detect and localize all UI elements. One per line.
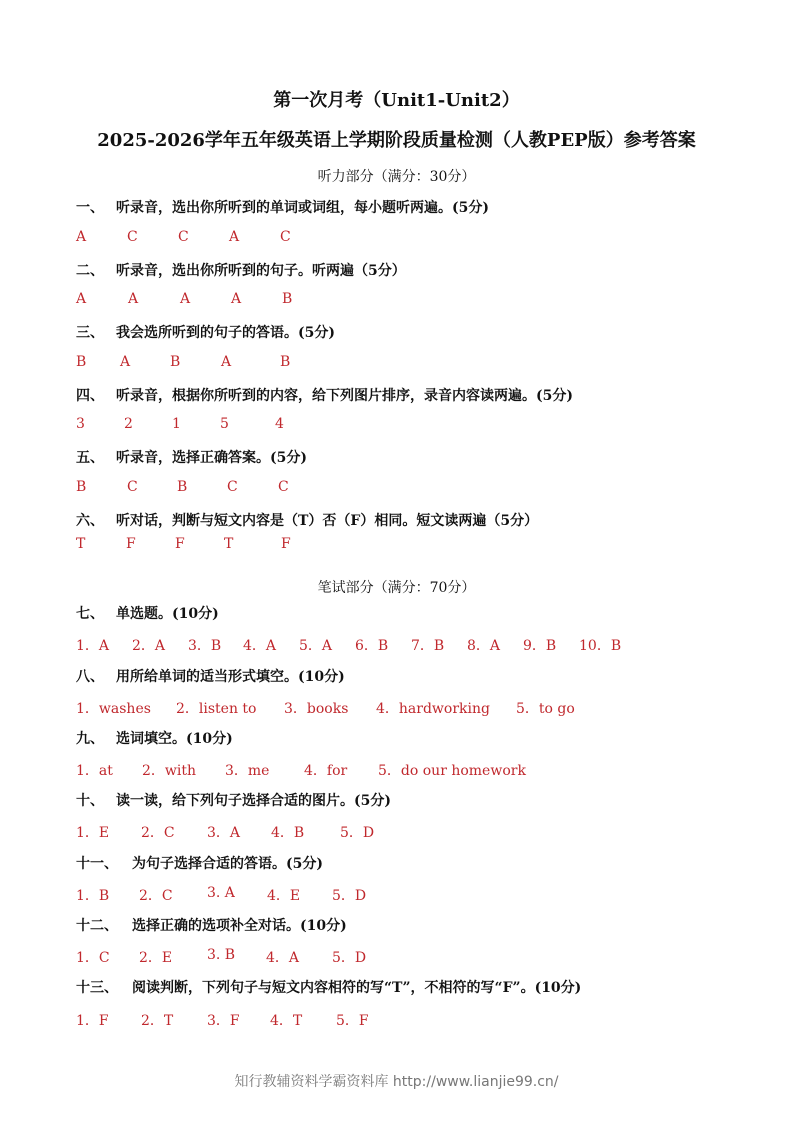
section-text: 单选题。(10分)	[116, 606, 219, 622]
section-heading	[76, 666, 345, 686]
answer: 5．do our homework	[378, 763, 526, 779]
section-number: 十、	[76, 793, 104, 809]
listening-part-heading: 听力部分（满分：30分）	[317, 169, 476, 185]
answer: 4．hardworking	[376, 701, 490, 717]
answer: C	[127, 479, 138, 495]
section-number: 四、	[76, 388, 104, 404]
answer: T	[224, 536, 234, 552]
section-heading	[76, 322, 335, 342]
section-number: 八、	[76, 669, 104, 685]
section-number: 二、	[76, 263, 104, 279]
answer: 5．D	[332, 888, 367, 904]
answer: 1．B	[76, 888, 110, 904]
answer: F	[281, 536, 291, 552]
answer: B	[170, 354, 181, 370]
section-heading	[76, 260, 406, 280]
answer: 10．B	[579, 638, 622, 654]
answer: B	[76, 479, 87, 495]
section-number: 十二、	[76, 918, 118, 934]
answer: 2．T	[141, 1013, 174, 1029]
answer: 3．A	[207, 825, 241, 841]
section-heading	[76, 977, 581, 997]
section-text: 听对话，判断与短文内容是（T）否（F）相同。短文读两遍（5分）	[116, 513, 539, 529]
answer: B	[76, 354, 87, 370]
section-text: 读一读，给下列句子选择合适的图片。(5分)	[116, 793, 391, 809]
answer: 1．E	[76, 825, 110, 841]
answer: 1	[172, 416, 181, 432]
section-number: 十三、	[76, 980, 118, 996]
answer: 2．A	[132, 638, 166, 654]
answer: A	[221, 354, 232, 370]
answer: 1．C	[76, 950, 110, 966]
answer: 2．with	[142, 763, 197, 779]
answer: 8．A	[467, 638, 501, 654]
answer: B	[282, 291, 293, 307]
answer: 9．B	[523, 638, 557, 654]
answer: 1．F	[76, 1013, 109, 1029]
answer: 6．B	[355, 638, 389, 654]
answer: 3	[76, 416, 85, 432]
answer: 3．F	[207, 1013, 240, 1029]
answer: 5．D	[332, 950, 367, 966]
answer: 3．books	[284, 701, 349, 717]
answer: C	[127, 229, 138, 245]
section-number: 九、	[76, 731, 104, 747]
section-text: 听录音，选择正确答案。(5分)	[116, 450, 307, 466]
answer: 3. A	[207, 885, 235, 901]
section-text: 听录音，选出你所听到的单词或词组，每小题听两遍。(5分)	[116, 200, 489, 216]
answer: 5	[220, 416, 229, 432]
answer: 5．A	[299, 638, 333, 654]
section-heading	[76, 603, 219, 623]
answer: T	[76, 536, 86, 552]
answer: 5．to go	[516, 701, 575, 717]
answer: A	[76, 229, 87, 245]
section-number: 三、	[76, 325, 104, 341]
answer: 5．F	[336, 1013, 369, 1029]
answer: F	[126, 536, 136, 552]
answer: 3．me	[225, 763, 270, 779]
section-heading	[76, 915, 347, 935]
section-heading	[76, 510, 538, 530]
section-heading	[76, 853, 323, 873]
section-text: 听录音，选出你所听到的句子。听两遍（5分）	[116, 263, 406, 279]
section-heading	[76, 385, 573, 405]
section-heading	[76, 197, 489, 217]
answer: F	[175, 536, 185, 552]
answer: 4．E	[267, 888, 301, 904]
answer: 4	[275, 416, 284, 432]
answer: 2．C	[141, 825, 175, 841]
section-text: 选择正确的选项补全对话。(10分)	[132, 918, 347, 934]
answer: B	[280, 354, 291, 370]
answer: 2．C	[139, 888, 173, 904]
answer: 4．B	[271, 825, 305, 841]
answer: A	[231, 291, 242, 307]
answer: C	[178, 229, 189, 245]
answer: 4．A	[266, 950, 300, 966]
answer: 5．D	[340, 825, 375, 841]
section-heading	[76, 728, 233, 748]
answer: A	[76, 291, 87, 307]
answer: 1．washes	[76, 701, 151, 717]
answer: 7．B	[411, 638, 445, 654]
section-heading	[76, 447, 307, 467]
answer: 2．listen to	[176, 701, 257, 717]
section-number: 十一、	[76, 856, 118, 872]
section-number: 六、	[76, 513, 104, 529]
answer: 3．B	[188, 638, 222, 654]
section-text: 用所给单词的适当形式填空。(10分)	[116, 669, 345, 685]
answer: 4．for	[304, 763, 348, 779]
answer: C	[280, 229, 291, 245]
section-text: 为句子选择合适的答语。(5分)	[132, 856, 323, 872]
answer: A	[128, 291, 139, 307]
answer: 3. B	[207, 947, 236, 963]
section-heading	[76, 790, 391, 810]
answer: 4．A	[243, 638, 277, 654]
section-text: 听录音，根据你所听到的内容，给下列图片排序，录音内容读两遍。(5分)	[116, 388, 573, 404]
answer: 2．E	[139, 950, 173, 966]
answer: C	[278, 479, 289, 495]
footer-watermark: 知行教辅资料学霸资料库 http://www.lianjie99.cn/	[234, 1074, 559, 1090]
answer: 1．at	[76, 763, 113, 779]
section-number: 一、	[76, 200, 104, 216]
answer: A	[229, 229, 240, 245]
answer: A	[180, 291, 191, 307]
page-title: 第一次月考（Unit1-Unit2）	[273, 90, 520, 111]
section-text: 我会选所听到的句子的答语。(5分)	[116, 325, 335, 341]
answer: 2	[124, 416, 133, 432]
answer: B	[177, 479, 188, 495]
writing-part-heading: 笔试部分（满分：70分）	[317, 580, 476, 596]
section-text: 阅读判断，下列句子与短文内容相符的写“T”，不相符的写“F”。(10分)	[132, 980, 582, 996]
section-number: 五、	[76, 450, 104, 466]
answer: 1．A	[76, 638, 110, 654]
answer: C	[227, 479, 238, 495]
section-number: 七、	[76, 606, 104, 622]
answer: 4．T	[270, 1013, 303, 1029]
section-text: 选词填空。(10分)	[116, 731, 233, 747]
page-subtitle: 2025-2026学年五年级英语上学期阶段质量检测（人教PEP版）参考答案	[97, 130, 696, 151]
answer: A	[120, 354, 131, 370]
